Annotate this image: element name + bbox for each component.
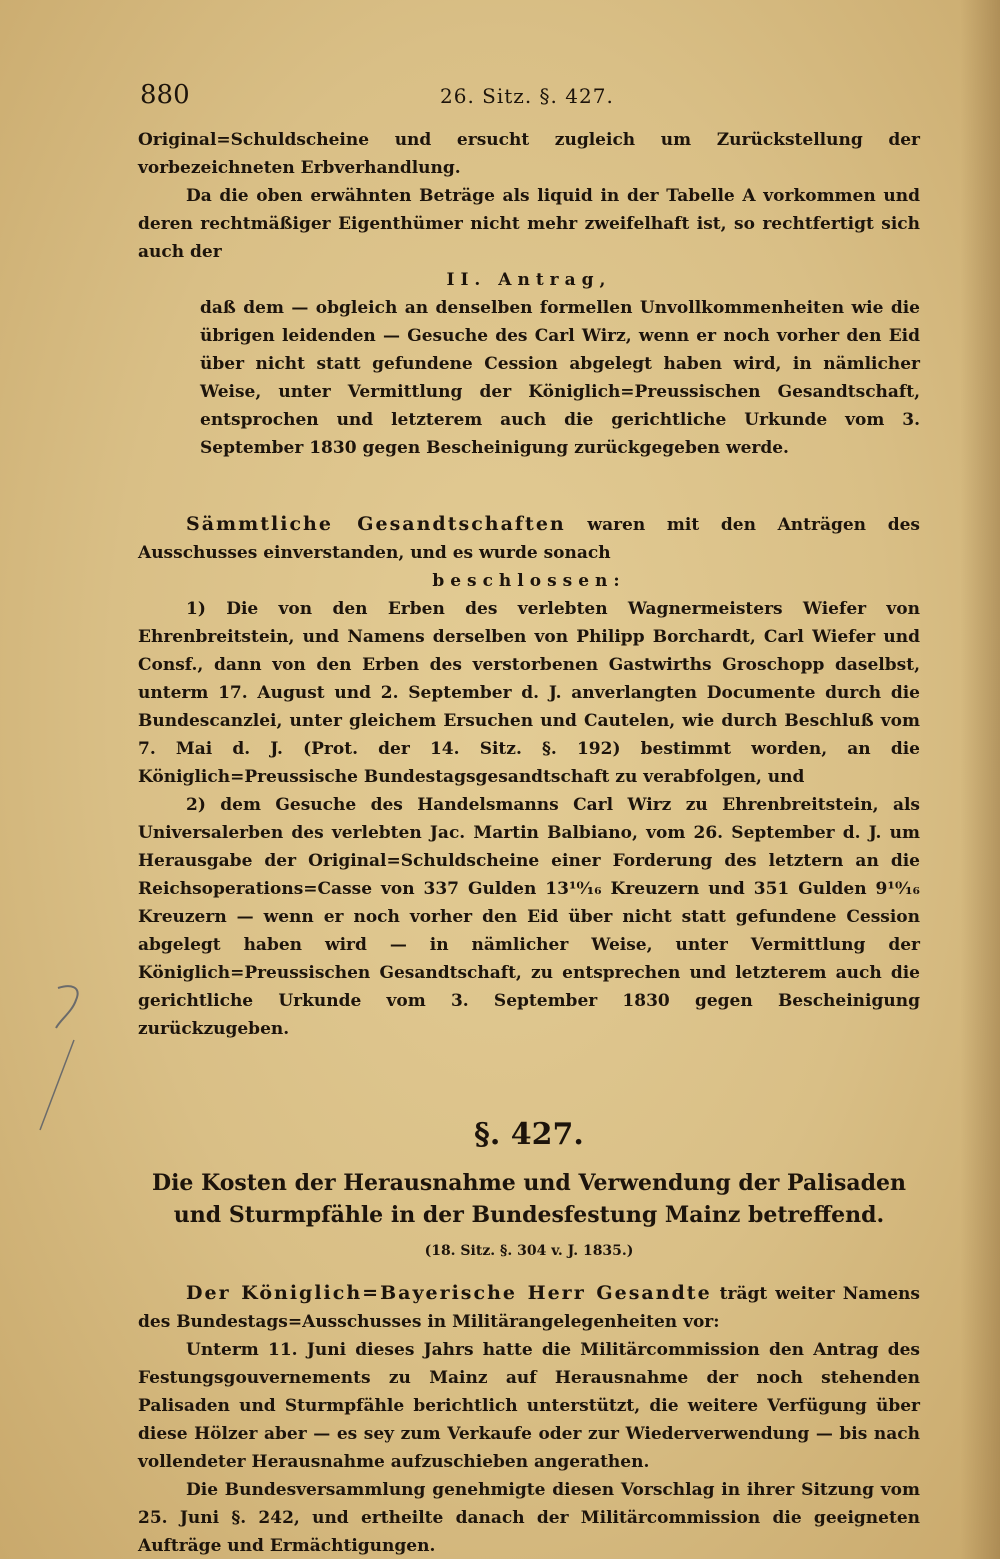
section-source: (18. Sitz. §. 304 v. J. 1835.) xyxy=(424,1243,634,1259)
antrag-heading: II. Antrag, xyxy=(446,270,612,290)
resolution-lead: Sämmtliche Gesandtschaften xyxy=(186,513,566,535)
paragraph-continuation: Original=Schuldscheine und ersucht zugleich um Zurückstellung der vorbezeichneten Erbverhandlung. xyxy=(138,130,920,178)
report-intro xyxy=(138,1279,920,1336)
report-intro-text: trägt weiter Namens des Bundestags=Ausschusses in Militärangelegenheiten vor: xyxy=(138,1284,920,1332)
report-lead: Der Königlich=Bayerische Herr Gesandte xyxy=(186,1282,712,1304)
running-head: 26. Sitz. §. 427. xyxy=(440,84,614,108)
report-paragraph: Unterm 11. Juni dieses Jahrs hatte die Militärcommission den Antrag des Festungsgouvernements zu Mainz auf Herausnahme der noch stehenden Palisaden und Sturmpfähle berichtlich unterstützt, die weitere Verfügung über diese Hölzer aber — es sey zum Verkaufe oder zur Wiederverwendung — bis nach vollendeter Herausnahme aufzuschieben angerathen. xyxy=(138,1340,920,1472)
pencil-marginal-mark-icon xyxy=(30,980,110,1140)
antrag-paragraph: daß dem — obgleich an denselben formellen Unvollkommenheiten wie die übrigen leidenden — Gesuche des Carl Wirz, wenn er noch vorher den Eid über nicht statt gefundene Cession abgelegt haben wird, in nämlicher Weise, unter Vermittlung der Königlich=Preussischen Gesandtschaft, entsprochen und letzterem auch die gerichtliche Urkunde vom 3. September 1830 gegen Bescheinigung zurückgegeben werde. xyxy=(200,298,920,458)
section-number: §. 427. xyxy=(474,1117,584,1152)
report-paragraph: Die Bundesversammlung genehmigte diesen Vorschlag in ihrer Sitzung vom 25. Juni §. 242, und ertheilte danach der Militärcommission die geeigneten Aufträge und Ermächtigungen. xyxy=(138,1480,920,1556)
page-header xyxy=(140,80,920,120)
resolution-intro xyxy=(138,510,920,567)
resolution-item-2: 2) dem Gesuche des Handelsmanns Carl Wirz zu Ehrenbreitstein, als Universalerben des verlebten Jac. Martin Balbiano, vom 26. September d. J. um Herausgabe der Original=Schuldscheine einer Forderung des letztern an die Reichsoperations=Casse von 337 Gulden 13¹⁰⁄₁₆ Kreuzern und 351 Gulden 9¹⁰⁄₁₆ Kreuzern — wenn er noch vorher den Eid über nicht statt gefundene Cession abgelegt haben wird — in nämlicher Weise, unter Vermittlung der Königlich=Preussischen Gesandtschaft, zu entsprechen und letzterem auch die gerichtliche Urkunde vom 3. September 1830 gegen Bescheinigung zurückzugeben. xyxy=(138,795,920,1039)
beschlossen-heading: beschlossen: xyxy=(432,571,626,591)
page-edge-shadow xyxy=(960,0,1000,1559)
resolution-item-1: 1) Die von den Erben des verlebten Wagnermeisters Wiefer von Ehrenbreitstein, und Namens derselben von Philipp Borchardt, Carl Wiefer und Consf., dann von den Erben des verstorbenen Gastwirths Groschopp daselbst, unterm 17. August und 2. September d. J. anverlangten Documente durch die Bundescanzlei, unter gleichem Ersuchen und Cautelen, wie durch Beschluß vom 7. Mai d. J. (Prot. der 14. Sitz. §. 192) bestimmt worden, an die Königlich=Preussische Bundestagsgesandtschaft zu verabfolgen, und xyxy=(138,599,920,787)
page-number: 880 xyxy=(140,80,190,110)
section-title: Die Kosten der Herausnahme und Verwendung der Palisaden und Sturmpfähle in der Bundesfestung Mainz betreffend. xyxy=(151,1170,906,1228)
resolution-intro-text: waren mit den Anträgen des Ausschusses einverstanden, und es wurde sonach xyxy=(138,515,920,563)
paragraph: Da die oben erwähnten Beträge als liquid in der Tabelle A vorkommen und deren rechtmäßiger Eigenthümer nicht mehr zweifelhaft ist, so rechtfertigt sich auch der xyxy=(138,186,920,262)
body-text xyxy=(138,126,920,1559)
